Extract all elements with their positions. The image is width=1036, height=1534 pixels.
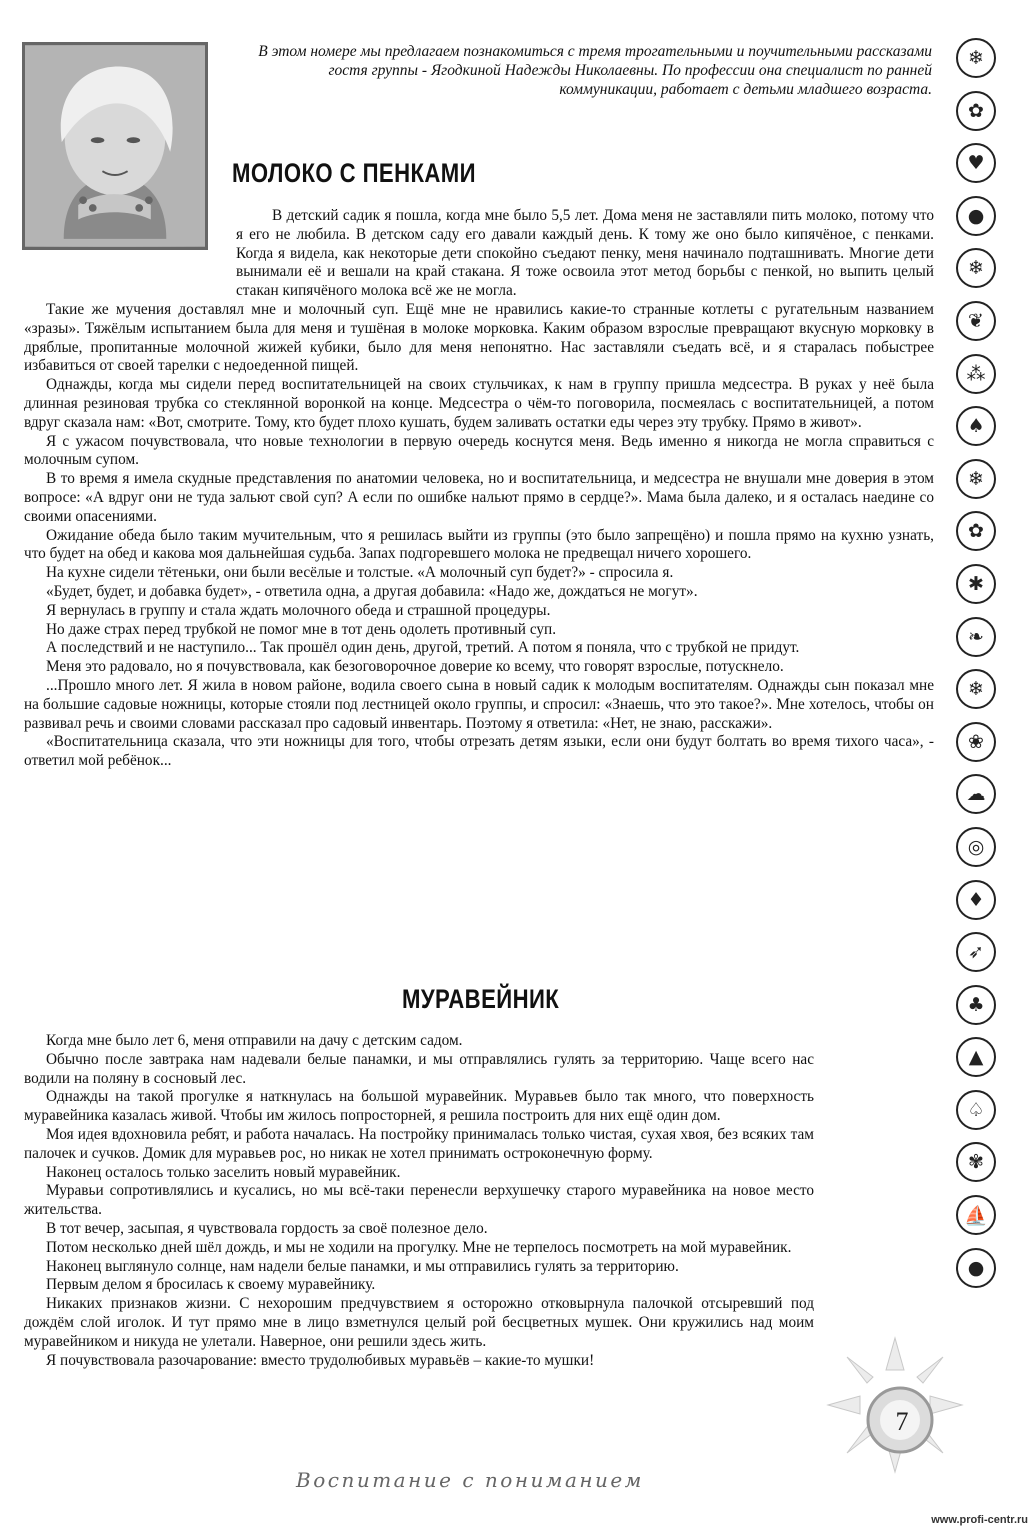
rain-cloud-icon: ☁ (956, 774, 996, 814)
intro-text: В этом номере мы предлагаем познакомиться с тремя трогательными и поучительными рассказами гостя группы - Ягодкиной Надежды Николаевны. По профессии она специалист по ранней коммуникации, работает с детьми младшего возраста. (258, 43, 932, 98)
story2-paragraph: Когда мне было лет 6, меня отправили на дачу с детским садом. (46, 1032, 463, 1049)
story1-paragraph: «Будет, будет, и добавка будет», - ответила одна, а другая добавила: «Надо же, дождаться не могут». (46, 582, 698, 600)
apple-icon: ● (956, 196, 996, 236)
snowflake-icon: ❄ (956, 669, 996, 709)
story2-title: МУРАВЕЙНИК (402, 984, 560, 1014)
story2-paragraph: Наконец выглянуло солнце, нам надели белые панамки, и мы отправились гулять за территорию. (46, 1257, 679, 1275)
story2-body (24, 1032, 934, 1432)
flower-sprout-icon: ❀ (956, 722, 996, 762)
tulip-icon: ❦ (956, 301, 996, 341)
story2-paragraph: Никаких признаков жизни. С нехорошим предчувствием я осторожно отковырнула палочкой отсыревший под дождём слой иголок. И тут прямо мне в лицо взметнулся целый рой бесцветных мушек. Они кружились над моим муравейником и никуда не улетали. Наверное, они решили здесь жить. (24, 1295, 814, 1350)
ladybug-icon: ✱ (956, 564, 996, 604)
apple-icon: ● (956, 1248, 996, 1288)
story1-body (24, 207, 934, 771)
story1-paragraph: Такие же мучения доставлял мне и молочный суп. Ещё мне не нравились какие-то странные котлеты с ругательным названием «зразы». Тяжёлым испытанием была для меня и тушёная в молоке морковка. Каким образом взрослые превращают вкусную морковку в дряблые, пропитанные молочной жижей кубики, было для меня непонятно. Нас заставляли съедать всё, и я старалась побыстрее избавиться от своей тарелки с недоеденной пищей. (24, 300, 934, 375)
fir-tree-icon: ▲ (956, 1037, 996, 1077)
story2-paragraph: Потом несколько дней шёл дождь, и мы не ходили на прогулку. Мне не терпелось посмотреть на мой муравейник. (46, 1238, 792, 1256)
story1-paragraph: На кухне сидели тётеньки, они были весёлые и толстые. «А молочный суп будет?» - спросила я. (46, 564, 674, 582)
snowflake-icon: ❄ (956, 38, 996, 78)
story1-paragraph: А последствий и не наступило... Так прошёл один день, другой, третий. А потом я поняла, что с трубкой не придут. (46, 639, 800, 657)
story2-paragraph: Первым делом я бросилась к своему муравейнику. (46, 1276, 376, 1294)
story2-paragraph: Обычно после завтрака нам надевали белые панамки, и мы отправлялись гулять за территорию. Чаще всего нас водили на поляну в сосновый лес. (24, 1050, 814, 1087)
story2-paragraph: В тот вечер, засыпая, я чувствовала гордость за своё полезное дело. (46, 1219, 488, 1237)
story1-paragraph: ...Прошло много лет. Я жила в новом районе, водила своего сына в новый садик к молодым воспитателям. Однажды сын показал мне на большие садовые ножницы, которые стояли под лестницей около группы, и спросил: «Знаешь, что это такое?». Мне хотелось, чтобы он развивал речь и своими словами рассказал про садовый инвентарь. Поэтому я ответила: «Нет, не знаю, расскажи». (24, 676, 934, 732)
story2-paragraph: Муравьи сопротивлялись и кусались, но мы всё-таки перенесли верхушечку старого муравейника на новое место жительства. (24, 1182, 814, 1219)
story1-title: МОЛОКО С ПЕНКАМИ (232, 158, 476, 188)
leaf-icon: ❧ (956, 617, 996, 657)
story2-paragraph: Я почувствовала разочарование: вместо трудолюбивых муравьёв – какие-то мушки! (46, 1351, 595, 1369)
drum-icon: ◎ (956, 827, 996, 867)
snowflake-icon: ❄ (956, 248, 996, 288)
butterfly-icon: ✾ (956, 1142, 996, 1182)
story2-paragraph: Однажды на такой прогулке я наткнулась на большой муравейник. Муравьев было так много, что поверхность муравейника казалась живой. Чтобы им жилось попросторней, я решила построить для них ещё один дом. (24, 1088, 814, 1125)
site-url: www.profi-centr.ru (931, 1514, 1028, 1526)
shovel-icon: ♤ (956, 1090, 996, 1130)
strawberry-icon: ♥ (956, 143, 996, 183)
story1-paragraph: Меня это радовало, но я почувствовала, как безоговорочное доверие ко всему, что говорят взрослые, потускнело. (46, 658, 784, 676)
sun-icon (820, 1330, 970, 1480)
story1-paragraph: Я с ужасом почувствовала, что новые технологии в первую очередь коснутся меня. Ведь именно я никогда не могла справиться с молочным супом. (24, 432, 934, 469)
story1-paragraph: Но даже страх перед трубкой не помог мне в тот день одолеть противный суп. (46, 620, 557, 638)
sailboat-icon: ⛵ (956, 1195, 996, 1235)
story1-paragraph: В детский садик я пошла, когда мне было 5,5 лет. Дома меня не заставляли пить молоко, потому что я его не любила. В детском саду его давали каждый день. К тому же оно было кипячёное, с пенками. Когда я видела, как некоторые дети спокойно съедают пенку, меня начинало подташнивать. Многие дети вынимали её и вешали на край стакана. Я тоже освоила этот метод борьбы с пенкой, но выпить целый стакан кипячёного молока всё же не могла. (236, 207, 934, 300)
story2-paragraph: Наконец осталось только заселить новый муравейник. (46, 1163, 401, 1181)
story1-paragraph: Однажды, когда мы сидели перед воспитательницей на своих стульчиках, к нам в группу пришла медсестра. В руках у неё была длинная резиновая трубка со стеклянной воронкой на конце. Медсестра о чём-то поговорила, посмеялась с воспитательницей, а потом вдруг сказала нам: «Вот, смотрите. Тому, кто будет плохо кушать, будем заливать остатки еды через эту трубку. Прямо в живот». (24, 376, 934, 431)
story1-paragraph: Ожидание обеда было таким мучительным, что я решилась выйти из группы (это было запрещёно) и пошла прямо на кухню узнать, что будет на обед и какова моя дальнейшая судьба. Запах подгоревшего молока не предвещал ничего хорошего. (24, 526, 934, 563)
sidebar-icon-column (953, 38, 999, 1300)
pear-icon: ♦ (956, 880, 996, 920)
page-number: 7 (895, 1407, 909, 1436)
footer-tagline: Воспитание с пониманием (296, 1468, 644, 1492)
rocket-icon: ➶ (956, 932, 996, 972)
story2-paragraph: Моя идея вдохновила ребят, и работа началась. На постройку принималась только чистая, сухая хвоя, без всяких там палочек и сучков. Домик для муравьев рос, но никак не хотел принимать остроконечную форму. (24, 1125, 814, 1162)
story1-paragraph: «Воспитательница сказала, что эти ножницы для того, чтобы отрезать детям языки, если они будут болтать во время тихого часа», - ответил мой ребёнок... (24, 733, 934, 770)
snowflake-icon: ❄ (956, 459, 996, 499)
raspberry-icon: ⁂ (956, 354, 996, 394)
flower-icon: ✿ (956, 511, 996, 551)
story1-paragraph: Я вернулась в группу и стала ждать молочного обеда и страшной процедуры. (46, 601, 551, 619)
flower-icon: ✿ (956, 91, 996, 131)
photo-wrap-spacer (24, 207, 236, 299)
cherries-icon: ♣ (956, 985, 996, 1025)
story1-paragraph: В то время я имела скудные представления по анатомии человека, но и воспитательница, и медсестра не внушали мне доверия в этом вопросе: «А вдруг они не туда зальют свой суп? А если по ошибке нальют прямо в сердце?». Мама была далеко, и я осталась наедине со своими опасениями. (24, 470, 934, 525)
mushroom-icon: ♠ (956, 406, 996, 446)
